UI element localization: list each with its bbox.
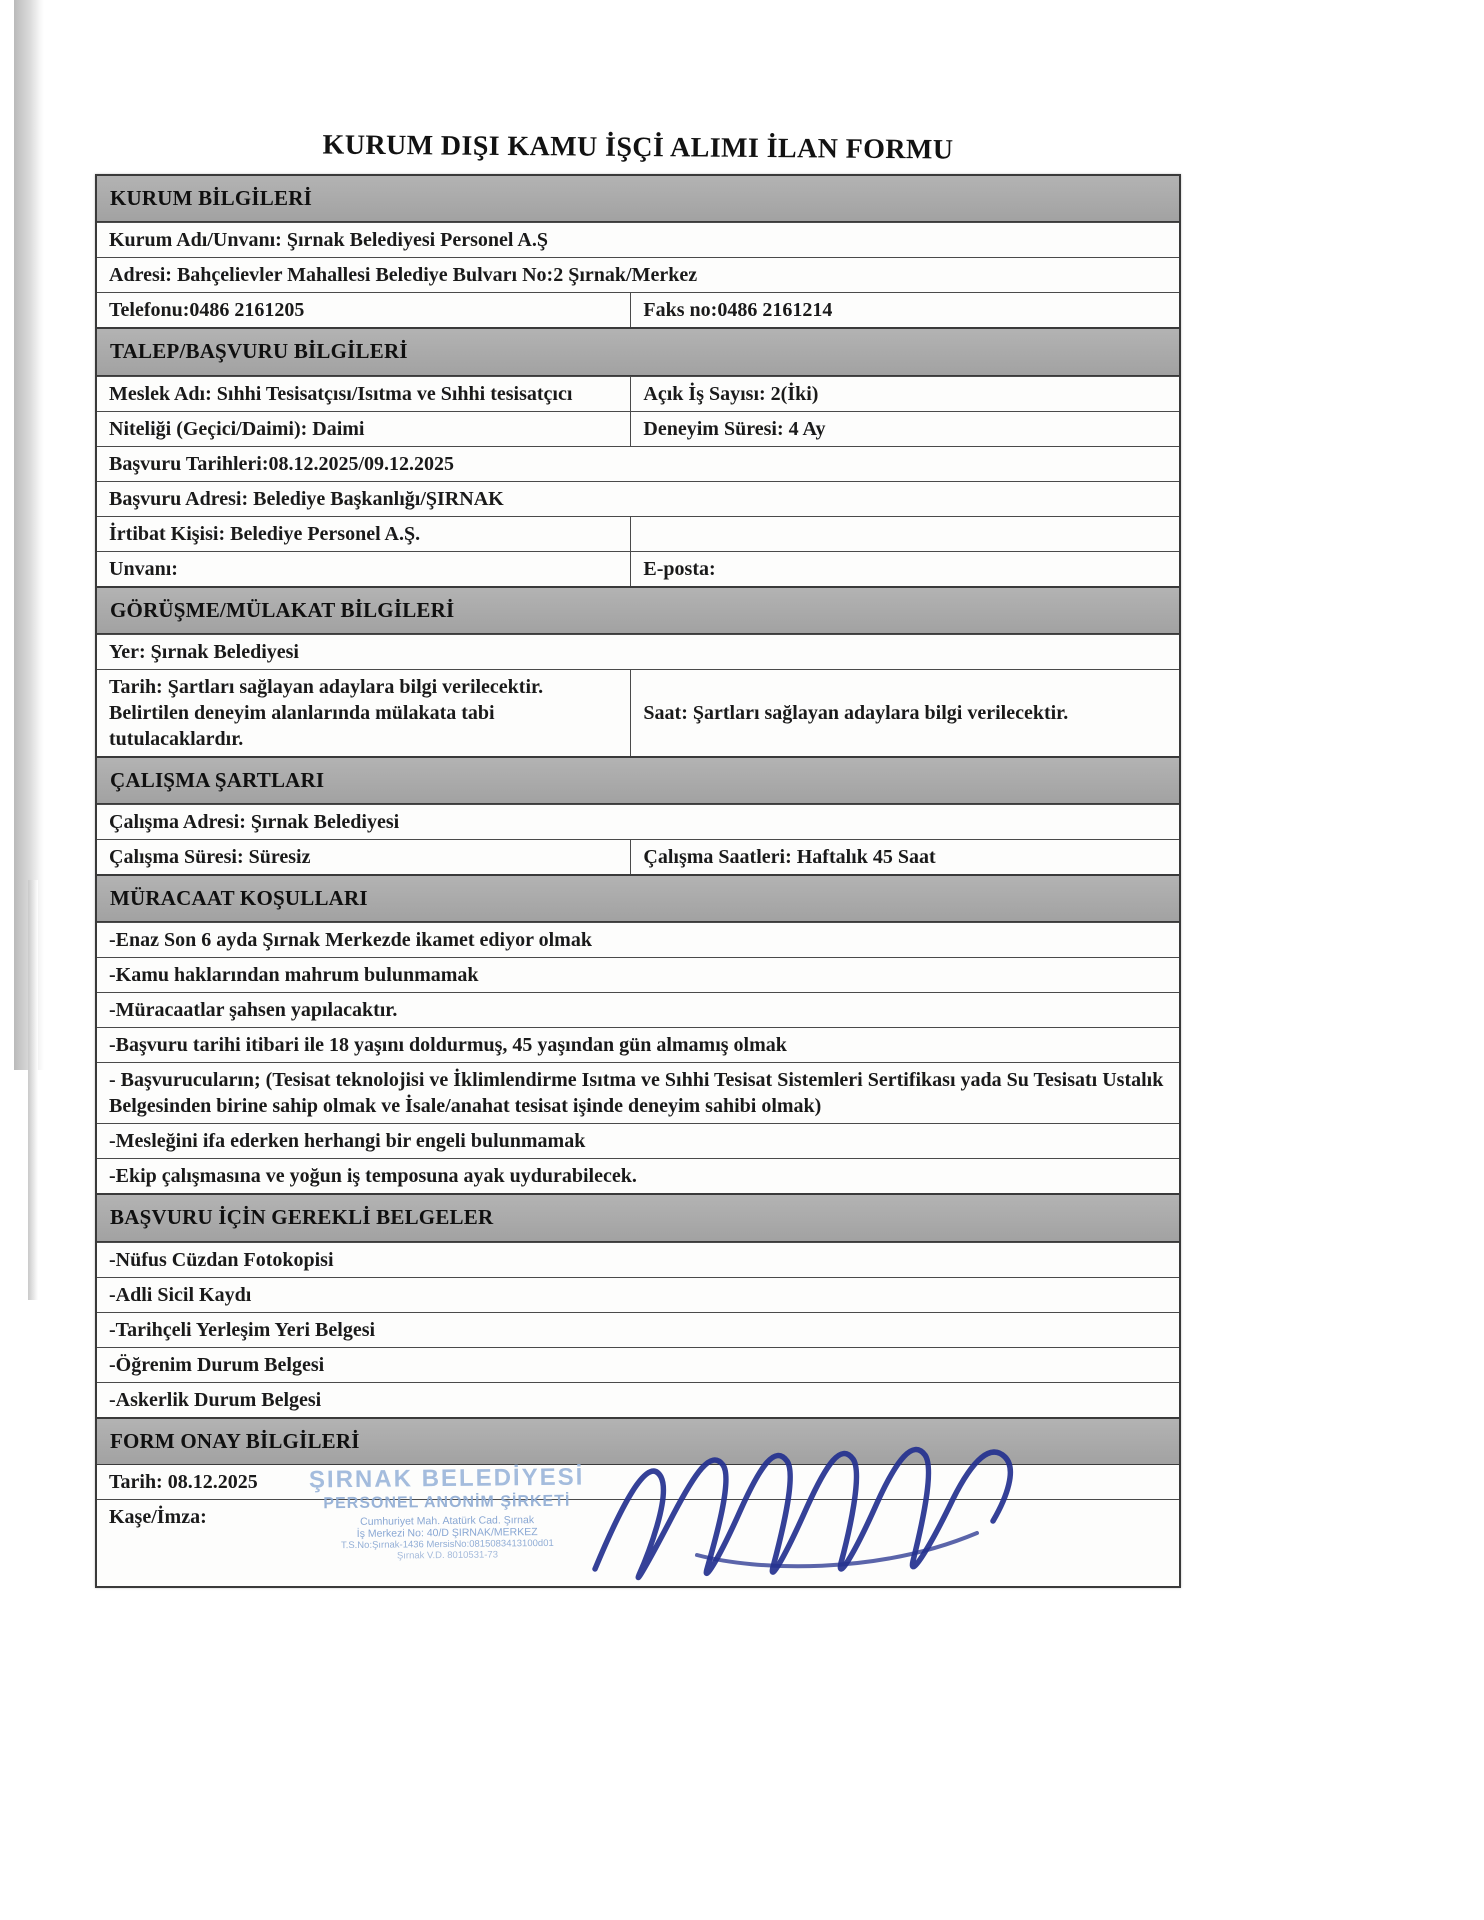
adres-bold: Şırnak/Merkez (568, 264, 698, 287)
muracaat-item: -Enaz Son 6 ayda Şırnak Merkezde ikamet ediyor olmak (97, 922, 1179, 957)
document-page (95, 129, 1181, 1588)
row-yer: Yer: Şırnak Belediyesi (97, 634, 1179, 669)
cell-mulakat-tarih: Tarih: Şartları sağlayan adaylara bilgi verilecektir. Belirtilen deneyim alanlarında mülakata tabi tutulacaklardır. (109, 675, 544, 750)
stamp-line-4: İş Merkezi No: 40/D ŞIRNAK/MERKEZ (356, 1526, 538, 1541)
cell-unvan: Unvanı: (109, 557, 178, 580)
muracaat-item: - Başvurucuların; (Tesisat teknolojisi ve İklimlendirme Isıtma ve Sıhhi Tesisat Sistemleri Sertifikası yada Su Tesisatı Ustalık Belgesinden birine sahip olmak ve İsale/anahat tesisat işinde deneyim sahibi olmak) (97, 1062, 1179, 1123)
belge-item: -Öğrenim Durum Belgesi (97, 1347, 1179, 1382)
row-basvuru-tarihleri: Başvuru Tarihleri:08.12.2025/09.12.2025 (97, 446, 1179, 481)
cell-mulakat-saat: Saat: Şartları sağlayan adaylara bilgi verilecektir. (630, 670, 1179, 756)
cell-calisma-suresi: Çalışma Süresi: Süresiz (109, 846, 311, 869)
cell-acik-is: Açık İş Sayısı: 2(İki) (630, 377, 1179, 411)
section-header-muracaat: MÜRACAAT KOŞULLARI (97, 874, 1179, 922)
row-calisma-sure (97, 839, 1179, 874)
cell-irtibat: İrtibat Kişisi: Belediye Personel A.Ş. (109, 522, 421, 545)
stamp-line-2: PERSONEL ANONİM ŞİRKETİ (323, 1492, 571, 1513)
belge-item: -Nüfus Cüzdan Fotokopisi (97, 1242, 1179, 1277)
row-unvan-eposta (97, 551, 1179, 586)
row-basvuru-adresi: Başvuru Adresi: Belediye Başkanlığı/ŞIRNAK (97, 481, 1179, 516)
muracaat-item: -Müracaatlar şahsen yapılacaktır. (97, 992, 1179, 1027)
belge-item: -Tarihçeli Yerleşim Yeri Belgesi (97, 1312, 1179, 1347)
cell-telefon: Telefonu:0486 2161205 (109, 299, 305, 322)
section-header-talep: TALEP/BAŞVURU BİLGİLERİ (97, 327, 1179, 375)
stamp-line-3: Cumhuriyet Mah. Atatürk Cad. Şırnak (360, 1514, 535, 1528)
cell-nitelik: Niteliği (Geçici/Daimi): Daimi (109, 417, 365, 440)
onay-rows (97, 1465, 1179, 1586)
stamp-line-6: Şırnak V.D. 8010531-73 (396, 1549, 499, 1562)
section-header-onay: FORM ONAY BİLGİLERİ (97, 1417, 1179, 1465)
row-calisma-adresi: Çalışma Adresi: Şırnak Belediyesi (97, 804, 1179, 839)
row-onay-tarih: Tarih: 08.12.2025 (109, 1471, 258, 1494)
row-irtibat (97, 516, 1179, 551)
muracaat-item: -Mesleğini ifa ederken herhangi bir engeli bulunmamak (97, 1123, 1179, 1158)
row-kase-imza: Kaşe/İmza: (97, 1499, 1179, 1586)
section-header-kurum: KURUM BİLGİLERİ (97, 176, 1179, 222)
cell-irtibat-empty (630, 517, 1179, 551)
stamp-line-5: T.S.No:Şırnak-1436 MersisNo:0815083413100d01 (340, 1537, 554, 1552)
belge-item: -Adli Sicil Kaydı (97, 1277, 1179, 1312)
muracaat-item: -Ekip çalışmasına ve yoğun iş temposuna ayak uydurabilecek. (97, 1158, 1179, 1193)
row-nitelik (97, 411, 1179, 446)
scan-edge-artifact-2 (28, 880, 38, 1300)
page-title: KURUM DIŞI KAMU İŞÇİ ALIMI İLAN FORMU (322, 129, 954, 166)
row-telefon-faks (97, 292, 1179, 327)
row-kurum-adi: Kurum Adı/Unvanı: Şırnak Belediyesi Personel A.Ş (97, 222, 1179, 257)
adres-label: Adresi: Bahçelievler Mahallesi Belediye Bulvarı No:2 (109, 264, 569, 287)
section-header-calisma: ÇALIŞMA ŞARTLARI (97, 756, 1179, 804)
muracaat-item: -Başvuru tarihi itibari ile 18 yaşını doldurmuş, 45 yaşından gün almamış olmak (97, 1027, 1179, 1062)
belge-item: -Askerlik Durum Belgesi (97, 1382, 1179, 1417)
stamp-line-1: ŞIRNAK BELEDİYESİ (308, 1463, 585, 1494)
row-tarih-saat (97, 669, 1179, 756)
muracaat-item: -Kamu haklarından mahrum bulunmamak (97, 957, 1179, 992)
cell-deneyim: Deneyim Süresi: 4 Ay (630, 412, 1179, 446)
cell-calisma-saatleri: Çalışma Saatleri: Haftalık 45 Saat (630, 840, 1179, 874)
form-table (95, 174, 1181, 1588)
cell-eposta: E-posta: (630, 552, 1179, 586)
section-header-gorusme: GÖRÜŞME/MÜLAKAT BİLGİLERİ (97, 586, 1179, 634)
row-adres (97, 257, 1179, 292)
cell-meslek-adi: Meslek Adı: Sıhhi Tesisatçısı/Isıtma ve Sıhhi tesisatçıcı (109, 382, 573, 405)
row-meslek (97, 376, 1179, 411)
section-header-belgeler: BAŞVURU İÇİN GEREKLİ BELGELER (97, 1193, 1179, 1241)
cell-faks: Faks no:0486 2161214 (630, 293, 1179, 327)
